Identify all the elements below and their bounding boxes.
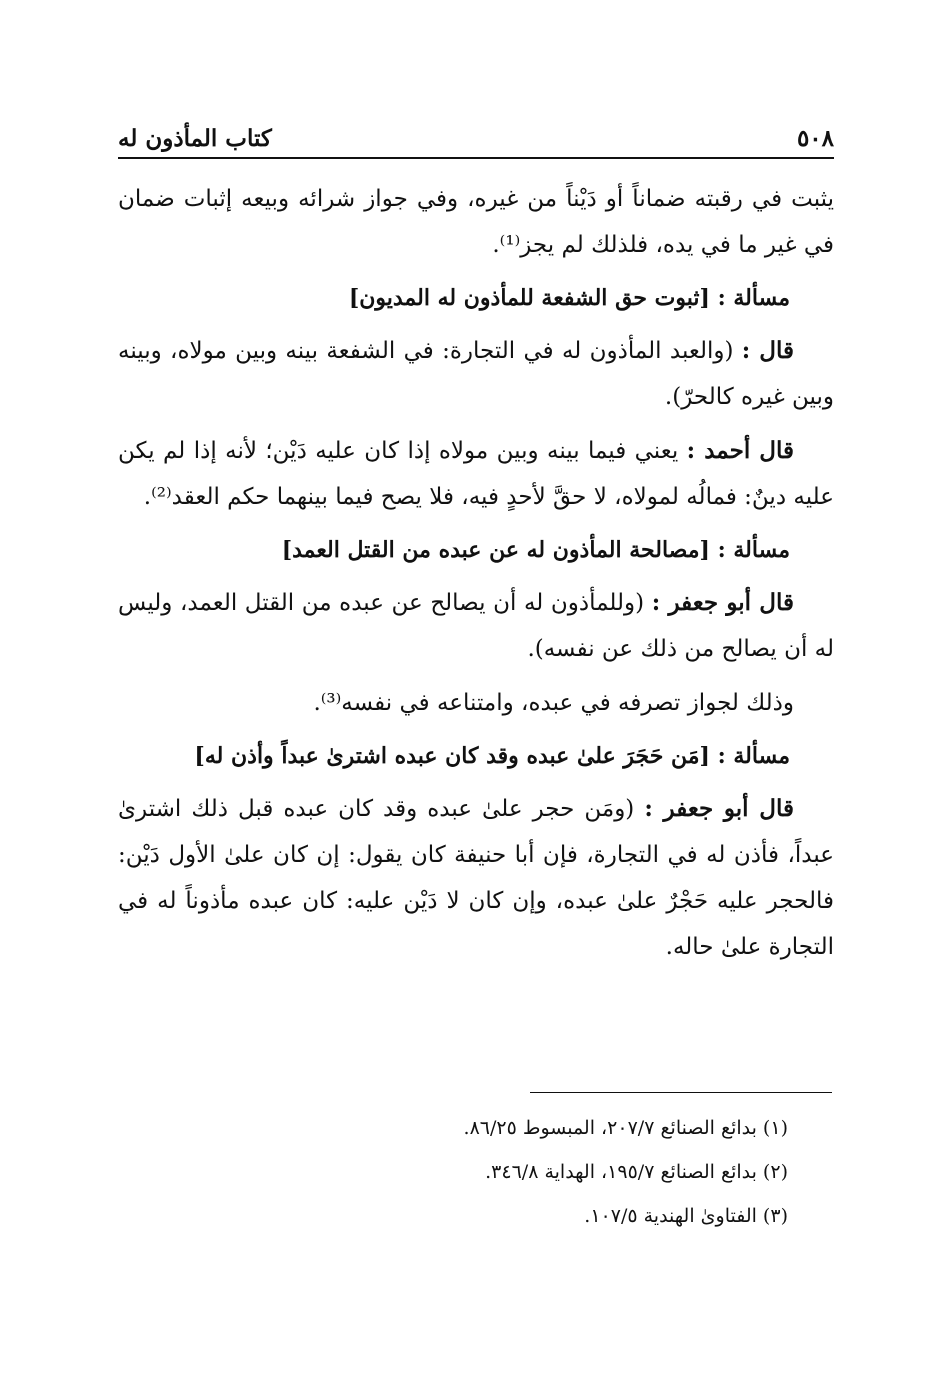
footnote-rule: [530, 1092, 832, 1093]
section-title: [ثبوت حق الشفعة للمأذون له المديون]: [348, 285, 710, 311]
page-header: [118, 116, 834, 152]
section-label: مسألة :: [717, 743, 790, 769]
footnote: (١) بدائع الصنائع ٢٠٧/٧، المبسوط ٨٦/٢٥.: [463, 1117, 788, 1139]
paragraph: [118, 176, 834, 268]
paragraph: [118, 428, 834, 520]
header-rule: [118, 157, 834, 159]
footnote: (٣) الفتاوىٰ الهندية ١٠٧/٥.: [584, 1205, 788, 1227]
section-heading: [118, 734, 834, 778]
paragraph: [118, 580, 834, 672]
page-number: ٥٠٨: [796, 125, 834, 152]
paragraph-text: يعني فيما بينه وبين مولاه إذا كان عليه دَيْن؛ لأنه إذا لم يكن عليه دينٌ: فمالُه لمولاه، لا حقَّ لأحدٍ فيه، فلا يصح فيما بينهما حكم العقد⁽²⁾.: [118, 438, 834, 510]
paragraph-label: قال أبو جعفر :: [644, 795, 794, 822]
paragraph-label: قال :: [741, 337, 794, 364]
running-title: كتاب المأذون له: [118, 125, 272, 152]
section-heading: [118, 276, 834, 320]
paragraph-text: (والعبد المأذون له في التجارة: في الشفعة بينه وبين مولاه، وبينه وبين غيره كالحرّ).: [118, 338, 834, 410]
paragraph-label: قال أحمد :: [686, 437, 795, 464]
paragraph: [118, 786, 834, 970]
footnotes: [118, 1106, 834, 1238]
section-title: [مَن حَجَرَ علىٰ عبده وقد كان عبده اشترىٰ عبداً وأذن له]: [194, 743, 710, 769]
main-text: [118, 176, 834, 978]
paragraph-text: يثبت في رقبته ضماناً أو دَيْناً من غيره، وفي جواز شرائه وبيعه إثبات ضمان في غير ما في يده، فلذلك لم يجز⁽¹⁾.: [118, 186, 834, 258]
footnote: (٢) بدائع الصنائع ١٩٥/٧، الهداية ٣٤٦/٨.: [485, 1161, 788, 1183]
paragraph: [118, 680, 834, 726]
section-heading: [118, 528, 834, 572]
section-title: [مصالحة المأذون له عن عبده من القتل العمد]: [281, 537, 710, 563]
paragraph: [118, 328, 834, 420]
section-label: مسألة :: [717, 537, 790, 563]
paragraph-label: قال أبو جعفر :: [651, 589, 795, 616]
paragraph-text: (وللمأذون له أن يصالح عن عبده من القتل العمد، وليس له أن يصالح من ذلك عن نفسه).: [118, 590, 834, 662]
section-label: مسألة :: [717, 285, 790, 311]
paragraph-text: (ومَن حجر علىٰ عبده وقد كان عبده قبل ذلك اشترىٰ عبداً، فأذن له في التجارة، فإن أبا حنيفة كان يقول: إن كان علىٰ الأول دَيْن: فالحجر عليه حَجْرٌ علىٰ عبده، وإن كان لا دَيْن عليه: كان عبده مأذوناً له في التجارة علىٰ حاله.: [118, 796, 834, 960]
paragraph-text: وذلك لجواز تصرفه في عبده، وامتناعه في نفسه⁽³⁾.: [313, 690, 794, 716]
